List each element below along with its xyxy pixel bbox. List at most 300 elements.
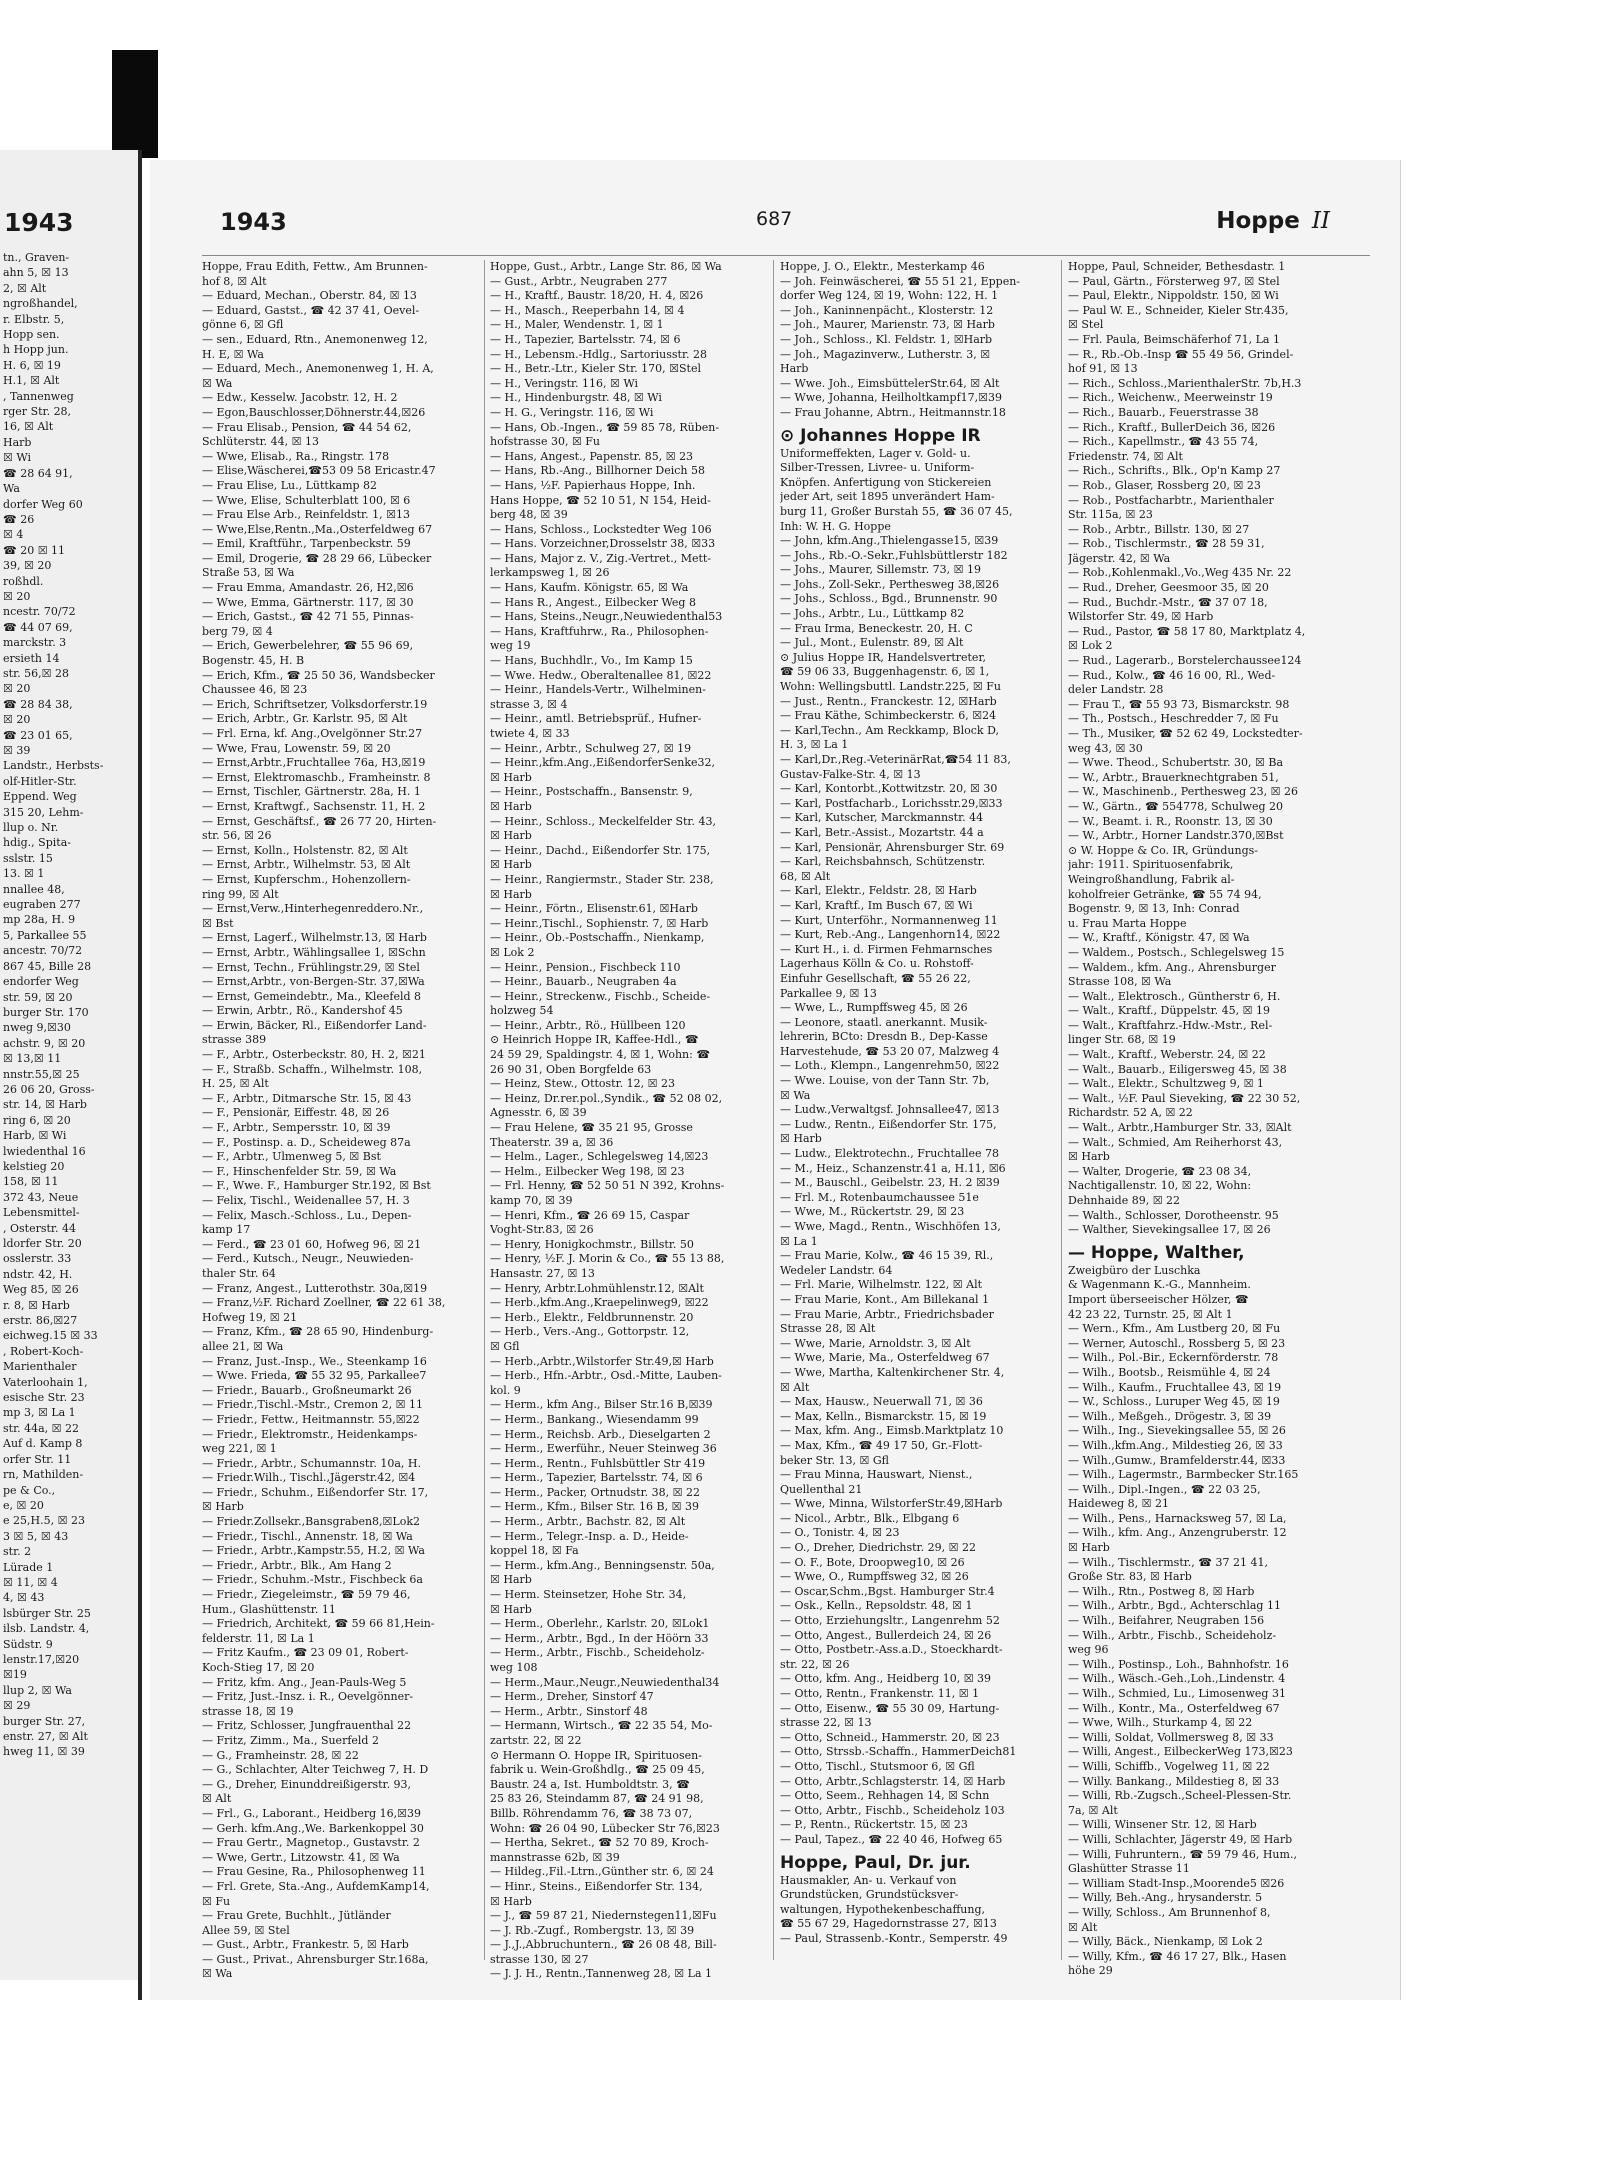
directory-entry-line: — Otto, Arbtr., Fischb., Scheideholz 103 — [780, 1803, 1005, 1817]
directory-entry-line: — Friedr., Ziegeleimstr., ☎ 59 79 46, — [202, 1588, 411, 1602]
directory-entry-line: ☒ La 1 — [780, 1234, 818, 1248]
directory-entry-line: ⊙ W. Hoppe & Co. IR, Gründungs- — [1068, 843, 1258, 857]
previous-page-line: Harb, ☒ Wi — [3, 1129, 67, 1143]
directory-entry-line: — Wilh., kfm. Ang., Anzengruberstr. 12 — [1068, 1526, 1287, 1540]
directory-entry-line: felderstr. 11, ☒ La 1 — [202, 1631, 315, 1645]
column-divider — [484, 260, 485, 1960]
previous-page-line: ☒ Wi — [3, 451, 31, 465]
directory-entry-line: — Friedr., Schuhm.-Mstr., Fischbeck 6a — [202, 1573, 423, 1587]
previous-page-line: ndstr. 42, H. — [3, 1267, 73, 1281]
directory-entry-line: — Willy, Kfm., ☎ 46 17 27, Blk., Hasen — [1068, 1949, 1287, 1963]
directory-entry-line: weg 221, ☒ 1 — [202, 1442, 277, 1456]
previous-page-line: enstr. 27, ☒ Alt — [3, 1730, 88, 1743]
directory-entry-line: — Erich, Kfm., ☎ 25 50 36, Wandsbecker — [202, 668, 435, 682]
directory-entry-line: Baustr. 24 a, Ist. Humboldtstr. 3, ☎ — [490, 1777, 690, 1791]
directory-entry-line: — Max, kfm. Ang., Eimsb.Marktplatz 10 — [780, 1424, 1004, 1438]
directory-entry-line: 24 59 29, Spaldingstr. 4, ☒ 1, Wohn: ☎ — [490, 1048, 711, 1062]
previous-page-line: ☎ 28 64 91, — [3, 466, 73, 480]
previous-page-line: r. Elbstr. 5, — [3, 312, 65, 326]
directory-entry-line: — M., Heiz., Schanzenstr.41 a, H.11, ☒6 — [780, 1161, 1006, 1175]
previous-page-line: erstr. 86,☒27 — [3, 1314, 78, 1328]
directory-entry-line: — Heinr., Arbtr., Schulweg 27, ☒ 19 — [490, 741, 692, 755]
directory-entry-line: — Th., Musiker, ☎ 52 62 49, Lockstedter- — [1068, 727, 1303, 740]
previous-page-line: str. 2 — [3, 1545, 32, 1559]
directory-entry-line: Wohn: Wellingsbuttl. Landstr.225, ☒ Fu — [780, 680, 1001, 694]
directory-entry-line: — Heinr., Streckenw., Fischb., Scheide- — [490, 989, 711, 1003]
previous-page-line: tn., Graven- — [3, 251, 70, 264]
directory-entry-line: — Gust., Arbtr., Frankestr. 5, ☒ Harb — [202, 1938, 409, 1952]
previous-page-line: H.1, ☒ Alt — [3, 374, 60, 388]
directory-entry-line: waltungen, Hypothekenbeschaffung, — [780, 1902, 985, 1916]
directory-entry-line: — J.,J.,Abbruchuntern., ☎ 26 08 48, Bill- — [490, 1938, 717, 1952]
directory-heading-entry: — Hoppe, Walther, — [1068, 1242, 1245, 1263]
directory-entry-line: — Rich., Bauarb., Feuerstrasse 38 — [1068, 405, 1259, 419]
directory-entry-line: — Henry, Arbtr.Lohmühlenstr.12, ☒Alt — [490, 1281, 704, 1295]
directory-entry-line: — Rud., Lagerarb., Borstelerchaussee124 — [1068, 654, 1302, 668]
directory-entry-line: — Wwe, Gertr., Litzowstr. 41, ☒ Wa — [202, 1850, 400, 1864]
directory-entry-line: ☒ Wa — [202, 1967, 233, 1981]
directory-entry-line: holzweg 54 — [490, 1004, 554, 1018]
directory-entry-line: jahr: 1911. Spirituosenfabrik, — [1068, 858, 1234, 872]
directory-entry-line: — Franz, Just.-Insp., We., Steenkamp 16 — [202, 1354, 427, 1368]
directory-entry-line: str. 56, ☒ 26 — [202, 829, 272, 843]
previous-page-line: mp 3, ☒ La 1 — [3, 1406, 76, 1420]
directory-entry-line: — Karl, Betr.-Assist., Mozartstr. 44 a — [780, 825, 984, 839]
previous-page-line: esische Str. 23 — [3, 1391, 85, 1405]
directory-entry-line: — Ernst, Kolln., Holstenstr. 82, ☒ Alt — [202, 843, 408, 857]
directory-entry-line: ☒ Harb — [1068, 1150, 1110, 1164]
directory-entry-line: — F., Hinschenfelder Str. 59, ☒ Wa — [202, 1164, 397, 1178]
directory-entry-line: Gustav-Falke-Str. 4, ☒ 13 — [780, 767, 921, 781]
directory-entry-line: — Helm., Eilbecker Weg 198, ☒ 23 — [490, 1164, 685, 1178]
directory-entry-line: — Johs., Schloss., Bgd., Brunnenstr. 90 — [780, 592, 998, 606]
directory-entry-line: — Wilh.,kfm.Ang., Mildestieg 26, ☒ 33 — [1068, 1438, 1283, 1452]
directory-entry-line: — Paul W. E., Schneider, Kieler Str.435, — [1068, 303, 1289, 317]
directory-entry-line: Hoppe, Gust., Arbtr., Lange Str. 86, ☒ Wa — [490, 260, 722, 273]
directory-entry-line: — Ernst, Tischler, Gärtnerstr. 28a, H. 1 — [202, 785, 421, 799]
directory-entry-line: — Walt., Arbtr.,Hamburger Str. 33, ☒Alt — [1068, 1121, 1292, 1135]
directory-entry-line: — John, kfm.Ang.,Thielengasse15, ☒39 — [780, 534, 999, 548]
directory-entry-line: — William Stadt-Insp.,Moorende5 ☒26 — [1068, 1876, 1285, 1890]
previous-page-line: Lebensmittel- — [3, 1206, 80, 1220]
previous-page-line: ☒ 39 — [3, 744, 31, 757]
previous-page-line: ncestr. 70/72 — [3, 605, 76, 619]
directory-entry-line: zartstr. 22, ☒ 22 — [490, 1733, 582, 1747]
directory-entry-line: — Willy, Bäck., Nienkamp, ☒ Lok 2 — [1068, 1935, 1263, 1949]
previous-page-line: 39, ☒ 20 — [3, 559, 52, 573]
directory-entry-line: — Erich, Schriftsetzer, Volksdorferstr.19 — [202, 697, 428, 711]
directory-entry-line: — Waldem., Postsch., Schlegelsweg 15 — [1068, 945, 1285, 959]
directory-entry-line: — Karl,Dr.,Reg.-VeterinärRat,☎54 11 83, — [780, 753, 1011, 766]
previous-page-line: Harb — [3, 435, 32, 449]
directory-entry-line: strasse 22, ☒ 13 — [780, 1716, 872, 1730]
directory-entry-line: — Ernst, Kupferschm., Hohenzollern- — [202, 872, 411, 886]
directory-entry-line: — Hans. Vorzeichner,Drosselstr 38, ☒33 — [490, 537, 716, 551]
directory-entry-line: — Hans R., Angest., Eilbecker Weg 8 — [490, 595, 696, 609]
directory-entry-line: — Hans, Angest., Papenstr. 85, ☒ 23 — [490, 449, 694, 463]
directory-entry-line: Koch-Stieg 17, ☒ 20 — [202, 1661, 315, 1674]
directory-entry-line: — Ernst, Lagerf., Wilhelmstr.13, ☒ Harb — [202, 931, 427, 945]
directory-entry-line: gönne 6, ☒ Gfl — [202, 318, 284, 332]
directory-entry-line: — Wilh., Rtn., Postweg 8, ☒ Harb — [1068, 1584, 1255, 1598]
directory-entry-line: — Heinr., Ob.-Postschaffn., Nienkamp, — [490, 931, 705, 945]
previous-page-line: ring 6, ☒ 20 — [3, 1113, 71, 1127]
directory-entry-line: Wohn: ☎ 26 04 90, Lübecker Str 76,☒23 — [490, 1821, 720, 1835]
previous-page-line: 26 06 20, Gross- — [3, 1082, 95, 1096]
previous-page-line: nweg 9,☒30 — [3, 1021, 71, 1035]
previous-page-line: , Osterstr. 44 — [3, 1221, 76, 1235]
directory-entry-line: — H., Masch., Reeperbahn 14, ☒ 4 — [490, 303, 685, 317]
directory-entry-line: — Wilh., Wäsch.-Geh.,Loh.,Lindenstr. 4 — [1068, 1672, 1286, 1686]
directory-entry-line: Strasse 108, ☒ Wa — [1068, 975, 1172, 989]
directory-entry-line: — Joh., Magazinverw., Lutherstr. 3, ☒ — [780, 347, 991, 361]
directory-entry-line: — Wilh., Kaufm., Fruchtallee 43, ☒ 19 — [1068, 1380, 1282, 1394]
previous-page-line: H. 6, ☒ 19 — [3, 358, 61, 372]
directory-entry-line: — Heinr., Rangiermstr., Stader Str. 238, — [490, 872, 714, 886]
directory-entry-line: ☒ Harb — [490, 887, 532, 901]
directory-entry-line: — W., Schloss., Luruper Weg 45, ☒ 19 — [1068, 1395, 1280, 1409]
directory-entry-line: — W., Kraftf., Königstr. 47, ☒ Wa — [1068, 931, 1250, 945]
directory-entry-line: ☒ Harb — [780, 1132, 822, 1146]
directory-entry-line: — Erwin, Bäcker, Rl., Eißendorfer Land- — [202, 1018, 427, 1032]
directory-entry-line: — Wwe, Martha, Kaltenkirchener Str. 4, — [780, 1365, 1005, 1379]
directory-entry-line: ☒ Bst — [202, 916, 234, 930]
directory-entry-line: weg 96 — [1068, 1643, 1109, 1657]
directory-entry-line: — Fritz, Schlosser, Jungfrauenthal 22 — [202, 1719, 412, 1733]
directory-entry-line: ☒ Alt — [780, 1380, 810, 1394]
directory-entry-line: — Herb., Elektr., Feldbrunnenstr. 20 — [490, 1310, 694, 1324]
directory-entry-line: — Willi, Angest., EilbeckerWeg 173,☒23 — [1068, 1745, 1293, 1759]
directory-entry-line: — Walt., Schmied, Am Reiherhorst 43, — [1068, 1135, 1283, 1149]
directory-entry-line: — Rud., Dreher, Geesmoor 35, ☒ 20 — [1068, 581, 1269, 595]
directory-entry-line: deler Landstr. 28 — [1068, 683, 1164, 697]
directory-entry-line: ☒ Fu — [202, 1894, 231, 1908]
directory-entry-line: — Frau Elisab., Pension, ☎ 44 54 62, — [202, 420, 412, 434]
directory-entry-line: — Herm., Dreher, Sinstorf 47 — [490, 1690, 654, 1704]
directory-entry-line: — H., Veringstr. 116, ☒ Wi — [490, 376, 639, 390]
directory-entry-line: — Heinz, Dr.rer.pol.,Syndik., ☎ 52 08 02, — [490, 1091, 723, 1105]
directory-entry-line: — Frau Marie, Kont., Am Billekanal 1 — [780, 1292, 990, 1306]
directory-entry-line: ring 99, ☒ Alt — [202, 887, 279, 901]
directory-entry-line: — Paul, Tapez., ☎ 22 40 46, Hofweg 65 — [780, 1832, 1003, 1846]
previous-page-line: ahn 5, ☒ 13 — [3, 266, 69, 280]
directory-entry-line: — Wwe,Else,Rentn.,Ma.,Osterfeldweg 67 — [202, 522, 433, 536]
directory-entry-line: Richardstr. 52 A, ☒ 22 — [1068, 1106, 1193, 1120]
directory-entry-line: berg 48, ☒ 39 — [490, 508, 568, 522]
directory-entry-line: Haideweg 8, ☒ 21 — [1068, 1497, 1170, 1511]
previous-page-line: 867 45, Bille 28 — [3, 959, 92, 973]
previous-page-line: e 25,H.5, ☒ 23 — [3, 1514, 85, 1528]
directory-entry-line: — Friedr., Arbtr., Schumannstr. 10a, H. — [202, 1456, 421, 1470]
directory-entry-line: — Henry, Honigkochmstr., Billstr. 50 — [490, 1237, 694, 1251]
directory-entry-line: ☒ Wa — [780, 1088, 811, 1102]
directory-entry-line: — Karl, Kontorbt.,Kottwitzstr. 20, ☒ 30 — [780, 782, 998, 796]
directory-entry-line: — Joh., Kaninnenpächt., Klosterstr. 12 — [780, 303, 994, 317]
directory-entry-line: — R., Rb.-Ob.-Insp ☎ 55 49 56, Grindel- — [1068, 347, 1294, 361]
directory-entry-line: — Herm.,Maur.,Neugr.,Neuwiedenthal34 — [490, 1675, 720, 1689]
directory-entry-line: kamp 17 — [202, 1223, 251, 1237]
directory-entry-line: — Herm., Ewerführ., Neuer Steinweg 36 — [490, 1442, 717, 1456]
previous-page-line: ☒ 20 — [3, 682, 31, 696]
directory-entry-line: linger Str. 68, ☒ 19 — [1068, 1033, 1176, 1047]
previous-page-line: eugraben 277 — [3, 898, 81, 912]
directory-entry-line: — Herm., Arbtr., Bachstr. 82, ☒ Alt — [490, 1515, 686, 1529]
directory-entry-line: — Ernst,Arbtr., von-Bergen-Str. 37,☒Wa — [202, 975, 425, 989]
directory-entry-line: Strasse 28, ☒ Alt — [780, 1322, 876, 1336]
directory-entry-line: Schlüterstr. 44, ☒ 13 — [202, 435, 320, 449]
directory-entry-line: Hofweg 19, ☒ 21 — [202, 1310, 298, 1324]
directory-entry-line: — Werner, Autoschl., Rossberg 5, ☒ 23 — [1068, 1336, 1286, 1350]
directory-entry-line: — J., ☎ 59 87 21, Niedernstegen11,☒Fu — [490, 1909, 717, 1923]
directory-entry-line: — Eduard, Mech., Anemonenweg 1, H. A, — [202, 362, 434, 376]
directory-entry-line: weg 43, ☒ 30 — [1068, 741, 1143, 755]
directory-entry-line: ☎ 59 06 33, Buggenhagenstr. 6, ☒ 1, — [780, 665, 990, 679]
previous-page-line: ilsb. Landstr. 4, — [3, 1622, 90, 1636]
directory-entry-line: Jägerstr. 42, ☒ Wa — [1068, 551, 1171, 565]
directory-entry-line: — Rob., Tischlermstr., ☎ 28 59 31, — [1068, 537, 1265, 551]
directory-entry-line: ☎ 55 67 29, Hagedornstrasse 27, ☒13 — [780, 1917, 997, 1931]
directory-entry-line: — Rob., Arbtr., Billstr. 130, ☒ 27 — [1068, 522, 1250, 536]
directory-entry-line: — Nicol., Arbtr., Blk., Elbgang 6 — [780, 1511, 960, 1525]
directory-entry-line: ☒ Alt — [202, 1792, 232, 1806]
directory-entry-line: — Emil, Drogerie, ☎ 28 29 66, Lübecker — [202, 551, 432, 565]
directory-entry-line: — Wwe, Johanna, Heilholtkampf17,☒39 — [780, 391, 1003, 405]
previous-page-line: 16, ☒ Alt — [3, 420, 54, 434]
directory-entry-line: — Fritz, kfm. Ang., Jean-Pauls-Weg 5 — [202, 1675, 407, 1689]
directory-entry-line: — Johs., Maurer, Sillemstr. 73, ☒ 19 — [780, 563, 981, 577]
directory-entry-line: — Wilh., Meßgeh., Drögestr. 3, ☒ 39 — [1068, 1409, 1272, 1423]
directory-entry-line: — Walt., Elektr., Schultzweg 9, ☒ 1 — [1068, 1077, 1264, 1091]
column-divider — [773, 260, 774, 1960]
directory-entry-line: Parkallee 9, ☒ 13 — [780, 986, 877, 1000]
directory-entry-line: weg 108 — [490, 1661, 538, 1674]
directory-entry-line: — Frl., G., Laborant., Heidberg 16,☒39 — [202, 1806, 421, 1820]
directory-entry-line: — Walt., Kraftf., Weberstr. 24, ☒ 22 — [1068, 1048, 1266, 1062]
directory-entry-line: — Wilh., Tischlermstr., ☎ 37 21 41, — [1068, 1555, 1268, 1569]
previous-page-line: 158, ☒ 11 — [3, 1175, 59, 1189]
directory-entry-line: — Heinr.,Tischl., Sophienstr. 7, ☒ Harb — [490, 916, 709, 930]
directory-entry-line: — Wilh., Lagermstr., Barmbecker Str.165 — [1068, 1468, 1299, 1482]
directory-entry-line: beker Str. 13, ☒ Gfl — [780, 1453, 889, 1467]
previous-page-line: ☒ 20 — [3, 589, 31, 603]
directory-entry-line: — Herm., Arbtr., Fischb., Scheideholz- — [490, 1646, 705, 1660]
directory-entry-line: — O. F., Bote, Droopweg10, ☒ 26 — [780, 1555, 965, 1569]
directory-entry-line: — Herm., Tapezier, Bartelsstr. 74, ☒ 6 — [490, 1471, 703, 1485]
previous-page-line: olf-Hitler-Str. — [3, 774, 77, 788]
directory-entry-line: — H., Hindenburgstr. 48, ☒ Wi — [490, 391, 662, 405]
directory-entry-line: kamp 70, ☒ 39 — [490, 1194, 573, 1207]
directory-entry-line: — Hans, Schloss., Lockstedter Weg 106 — [490, 522, 712, 536]
previous-page-line: rger Str. 28, — [3, 405, 72, 419]
directory-entry-line: — Ludw.,Verwaltgsf. Johnsallee47, ☒13 — [780, 1103, 1000, 1117]
directory-entry-line: Uniformeffekten, Lager v. Gold- u. — [780, 446, 971, 460]
directory-entry-line: burg 11, Großer Burstah 55, ☎ 36 07 45, — [780, 504, 1013, 518]
previous-page-line: nnstr.55,☒ 25 — [3, 1067, 80, 1081]
previous-page-line: str. 59, ☒ 20 — [3, 990, 73, 1004]
directory-entry-line: — Loth., Klempn., Langenrehm50, ☒22 — [780, 1059, 1000, 1073]
previous-page-line: ldorfer Str. 20 — [3, 1237, 82, 1250]
page-gutter — [138, 150, 142, 2000]
directory-entry-line: hofstrasse 30, ☒ Fu — [490, 435, 601, 449]
directory-entry-line: kol. 9 — [490, 1383, 521, 1397]
directory-entry-line: — Otto, Angest., Bullerdeich 24, ☒ 26 — [780, 1628, 992, 1642]
directory-entry-line: — Friedr.Wilh., Tischl.,Jägerstr.42, ☒4 — [202, 1471, 416, 1485]
directory-entry-line: — Rich., Schrifts., Blk., Op'n Kamp 27 — [1068, 464, 1281, 478]
directory-entry-line: — Gust., Arbtr., Neugraben 277 — [490, 274, 668, 288]
previous-page-line: Marienthaler — [3, 1360, 77, 1374]
directory-entry-line: — Willy, Beh.-Ang., hrysanderstr. 5 — [1068, 1891, 1263, 1905]
directory-entry-line: — Heinr., Handels-Vertr., Wilhelminen- — [490, 683, 706, 697]
directory-entry-line: — Max, Hausw., Neuerwall 71, ☒ 36 — [780, 1395, 983, 1409]
directory-entry-line: strasse 389 — [202, 1033, 267, 1047]
directory-entry-line: ☒ Harb — [490, 1602, 532, 1616]
directory-entry-line: ⊙ Heinrich Hoppe IR, Kaffee-Hdl., ☎ — [490, 1033, 699, 1047]
directory-entry-line: — Heinr., Pension., Fischbeck 110 — [490, 960, 681, 974]
book-binding — [112, 50, 158, 158]
directory-entry-line: — Herm., Rentn., Fuhlsbüttler Str 419 — [490, 1456, 706, 1470]
directory-entry-line: 25 83 26, Steindamm 87, ☎ 24 91 98, — [490, 1792, 704, 1806]
directory-entry-line: — Wwe, Frau, Lowenstr. 59, ☒ 20 — [202, 741, 391, 755]
directory-entry-line: — F., Straßb. Schaffn., Wilhelmstr. 108, — [202, 1062, 423, 1076]
directory-entry-line: — Willi, Schiffb., Vogelweg 11, ☒ 22 — [1068, 1759, 1270, 1773]
directory-entry-line: — Hildeg.,Fil.-Ltrn.,Günther str. 6, ☒ 24 — [490, 1865, 714, 1879]
directory-entry-line: — Willi, Fuhruntern., ☎ 59 79 46, Hum., — [1068, 1847, 1297, 1861]
previous-page-line: ☒ 4 — [3, 528, 24, 542]
directory-entry-line: — Osk., Kelln., Repsoldstr. 48, ☒ 1 — [780, 1599, 973, 1613]
previous-page-line: osslerstr. 33 — [3, 1252, 72, 1266]
previous-page-line: llup 2, ☒ Wa — [3, 1683, 72, 1697]
previous-page-line: 4, ☒ 43 — [3, 1591, 45, 1605]
previous-page-line: Weg 85, ☒ 26 — [3, 1283, 79, 1297]
directory-entry-line: — Frau Minna, Hauswart, Nienst., — [780, 1468, 973, 1482]
directory-entry-line: Dehnhaide 89, ☒ 22 — [1068, 1194, 1181, 1207]
directory-entry-line: — Wilh., Kontr., Ma., Osterfeldweg 67 — [1068, 1701, 1280, 1715]
previous-page-line: Südstr. 9 — [3, 1637, 53, 1651]
directory-entry-line: — Friedr., Elektromstr., Heidenkamps- — [202, 1427, 418, 1441]
directory-entry-line: thaler Str. 64 — [202, 1266, 276, 1280]
directory-entry-line: Weingroßhandlung, Fabrik al- — [1068, 872, 1235, 886]
directory-entry-line: — Joh. Feinwäscherei, ☎ 55 51 21, Eppen- — [780, 274, 1021, 288]
directory-entry-line: — Ernst, Geschäftsf., ☎ 26 77 20, Hirten- — [202, 814, 437, 828]
directory-entry-line: — Rich., Kapellmstr., ☎ 43 55 74, — [1068, 435, 1259, 449]
directory-entry-line: höhe 29 — [1068, 1964, 1113, 1978]
directory-entry-line: — Felix, Masch.-Schloss., Lu., Depen- — [202, 1208, 412, 1222]
previous-page-line: , Tannenweg — [3, 389, 74, 403]
directory-entry-line: — Edw., Kesselw. Jacobstr. 12, H. 2 — [202, 391, 398, 405]
directory-entry-line: — Otto, Erziehungsltr., Langenrehm 52 — [780, 1614, 1000, 1628]
directory-entry-line: hof 91, ☒ 13 — [1068, 362, 1138, 376]
directory-entry-line: — Wilh., Bootsb., Reismühle 4, ☒ 24 — [1068, 1365, 1271, 1379]
directory-entry-line: — Egon,Bauschlosser,Döhnerstr.44,☒26 — [202, 405, 426, 419]
directory-entry-line: — Hans, ½F. Papierhaus Hoppe, Inh. — [490, 478, 696, 492]
previous-page-line: ☒ 11, ☒ 4 — [3, 1575, 58, 1589]
previous-page-line: achstr. 9, ☒ 20 — [3, 1036, 86, 1050]
previous-page-line: marckstr. 3 — [3, 636, 67, 650]
directory-entry-line: Silber-Tressen, Livree- u. Uniform- — [780, 461, 975, 475]
directory-entry-line: — Karl, Kutscher, Marckmannstr. 44 — [780, 811, 984, 825]
directory-entry-line: ⊙ Julius Hoppe IR, Handelsvertreter, — [780, 650, 986, 664]
directory-entry-line: — W., Beamt. i. R., Roonstr. 13, ☒ 30 — [1068, 814, 1273, 828]
directory-entry-line: — Herm., Packer, Ortnudstr. 38, ☒ 22 — [490, 1485, 700, 1499]
directory-entry-line: — Fritz Kaufm., ☎ 23 09 01, Robert- — [202, 1646, 409, 1660]
directory-entry-line: — Otto, Rentn., Frankenstr. 11, ☒ 1 — [780, 1687, 980, 1700]
directory-entry-line: — Willi, Winsener Str. 12, ☒ Harb — [1068, 1818, 1257, 1832]
previous-page-line: str. 44a, ☒ 22 — [3, 1421, 80, 1435]
directory-entry-line: — Ernst,Arbtr.,Fruchtallee 76a, H3,☒19 — [202, 756, 426, 770]
directory-entry-line: — Waldem., kfm. Ang., Ahrensburger — [1068, 960, 1276, 974]
page-heading-name: Hoppe — [1216, 208, 1300, 234]
directory-entry-line: Allee 59, ☒ Stel — [202, 1923, 290, 1937]
directory-entry-line: — Herm., kfm.Ang., Benningsenstr. 50a, — [490, 1558, 715, 1572]
directory-entry-line: — Herm., kfm Ang., Bilser Str.16 B,☒39 — [490, 1398, 713, 1412]
directory-entry-line: — Ernst, Kraftwgf., Sachsenstr. 11, H. 2 — [202, 799, 426, 813]
directory-entry-line: — Friedr., Tischl., Annenstr. 18, ☒ Wa — [202, 1529, 413, 1543]
directory-entry-line: Hans Hoppe, ☎ 52 10 51, N 154, Heid- — [490, 493, 711, 507]
directory-entry-line: — Hans, Buchhdlr., Vo., Im Kamp 15 — [490, 654, 693, 668]
previous-page-line: orfer Str. 11 — [3, 1452, 72, 1466]
directory-heading-entry: ⊙ Johannes Hoppe IR — [780, 425, 981, 446]
directory-entry-line: — Ludw., Elektrotechn., Fruchtallee 78 — [780, 1147, 1000, 1161]
directory-entry-line: — Willi, Soldat, Vollmersweg 8, ☒ 33 — [1068, 1730, 1274, 1744]
directory-entry-line: mannstrasse 62b, ☒ 39 — [490, 1850, 620, 1864]
page-number: 687 — [756, 208, 793, 230]
previous-page-line: ☎ 44 07 69, — [3, 620, 73, 634]
directory-entry-line: — Erich, Gastst., ☎ 42 71 55, Pinnas- — [202, 610, 414, 624]
directory-entry-line: — Herb., Vers.-Ang., Gottorpstr. 12, — [490, 1325, 690, 1339]
directory-entry-line: — Erich, Arbtr., Gr. Karlstr. 95, ☒ Alt — [202, 712, 408, 726]
previous-page-line: lsbürger Str. 25 — [3, 1606, 91, 1620]
directory-entry-line: — Walt., Kraftfahrz.-Hdw.-Mstr., Rel- — [1068, 1018, 1273, 1032]
directory-entry-line: — Karl, Elektr., Feldstr. 28, ☒ Harb — [780, 884, 977, 898]
directory-entry-line: — Herm., Kfm., Bilser Str. 16 B, ☒ 39 — [490, 1500, 699, 1514]
directory-entry-line: — Ernst, Techn., Frühlingstr.29, ☒ Stel — [202, 960, 420, 974]
directory-entry-line: — Leonore, staatl. anerkannt. Musik- — [780, 1015, 988, 1029]
directory-entry-line: ☒ Lok 2 — [1068, 639, 1113, 653]
directory-entry-line: Nachtigallenstr. 10, ☒ 22, Wohn: — [1068, 1179, 1252, 1193]
directory-entry-line: ☒ Harb — [490, 829, 532, 843]
directory-entry-line: — Johs., Zoll-Sekr., Perthesweg 38,☒26 — [780, 577, 1000, 591]
directory-entry-line: — Frl. Grete, Sta.-Ang., AufdemKamp14, — [202, 1879, 430, 1893]
directory-entry-line: — Herb.,Arbtr.,Wilstorfer Str.49,☒ Harb — [490, 1354, 714, 1368]
directory-entry-line: — J. J. H., Rentn.,Tannenweg 28, ☒ La 1 — [490, 1967, 713, 1981]
directory-entry-line: — Joh., Schloss., Kl. Feldstr. 1, ☒Harb — [780, 332, 993, 346]
previous-page-line: 372 43, Neue — [3, 1190, 79, 1204]
directory-entry-line: — Wwe. Louise, von der Tann Str. 7b, — [780, 1074, 990, 1088]
directory-entry-line: ☒ Harb — [490, 1573, 532, 1587]
previous-page-line: ☒ 20 — [3, 713, 31, 727]
directory-entry-line: — Karl, Pensionär, Ahrensburger Str. 69 — [780, 840, 1005, 854]
directory-entry-line: — Hans, Ob.-Ingen., ☎ 59 85 78, Rüben- — [490, 420, 720, 434]
previous-page-edge — [0, 150, 138, 1980]
previous-page-line: Auf d. Kamp 8 — [3, 1437, 83, 1451]
directory-entry-line: — Herm., Bankang., Wiesendamm 99 — [490, 1412, 699, 1426]
directory-entry-line: — Walt., Bauarb., Eiligersweg 45, ☒ 38 — [1068, 1062, 1287, 1076]
directory-entry-line: 42 23 22, Turnstr. 25, ☒ Alt 1 — [1068, 1307, 1233, 1321]
directory-entry-line: — Karl, Kraftf., Im Busch 67, ☒ Wi — [780, 898, 973, 912]
directory-entry-line: — Friedr., Schuhm., Eißendorfer Str. 17, — [202, 1485, 429, 1499]
directory-entry-line: — Wwe. Hedw., Oberaltenallee 81, ☒22 — [490, 668, 712, 682]
directory-entry-line: — Rich., Kraftf., BullerDeich 36, ☒26 — [1068, 420, 1276, 434]
directory-entry-line: Hausmakler, An- u. Verkauf von — [780, 1873, 957, 1887]
directory-entry-line: — F., Postinsp. a. D., Scheideweg 87a — [202, 1135, 411, 1149]
directory-entry-line: — Heinr., Schloss., Meckelfelder Str. 43, — [490, 814, 716, 828]
directory-entry-line: — G., Schlachter, Alter Teichweg 7, H. D — [202, 1763, 429, 1777]
previous-page-line: ☒ 13,☒ 11 — [3, 1052, 62, 1066]
previous-page-line: 3 ☒ 5, ☒ 43 — [3, 1529, 69, 1543]
previous-page-line: , Robert-Koch- — [3, 1344, 84, 1358]
directory-entry-line: ☒ Wa — [202, 376, 233, 390]
directory-entry-line: — H. G., Veringstr. 116, ☒ Wi — [490, 405, 654, 419]
